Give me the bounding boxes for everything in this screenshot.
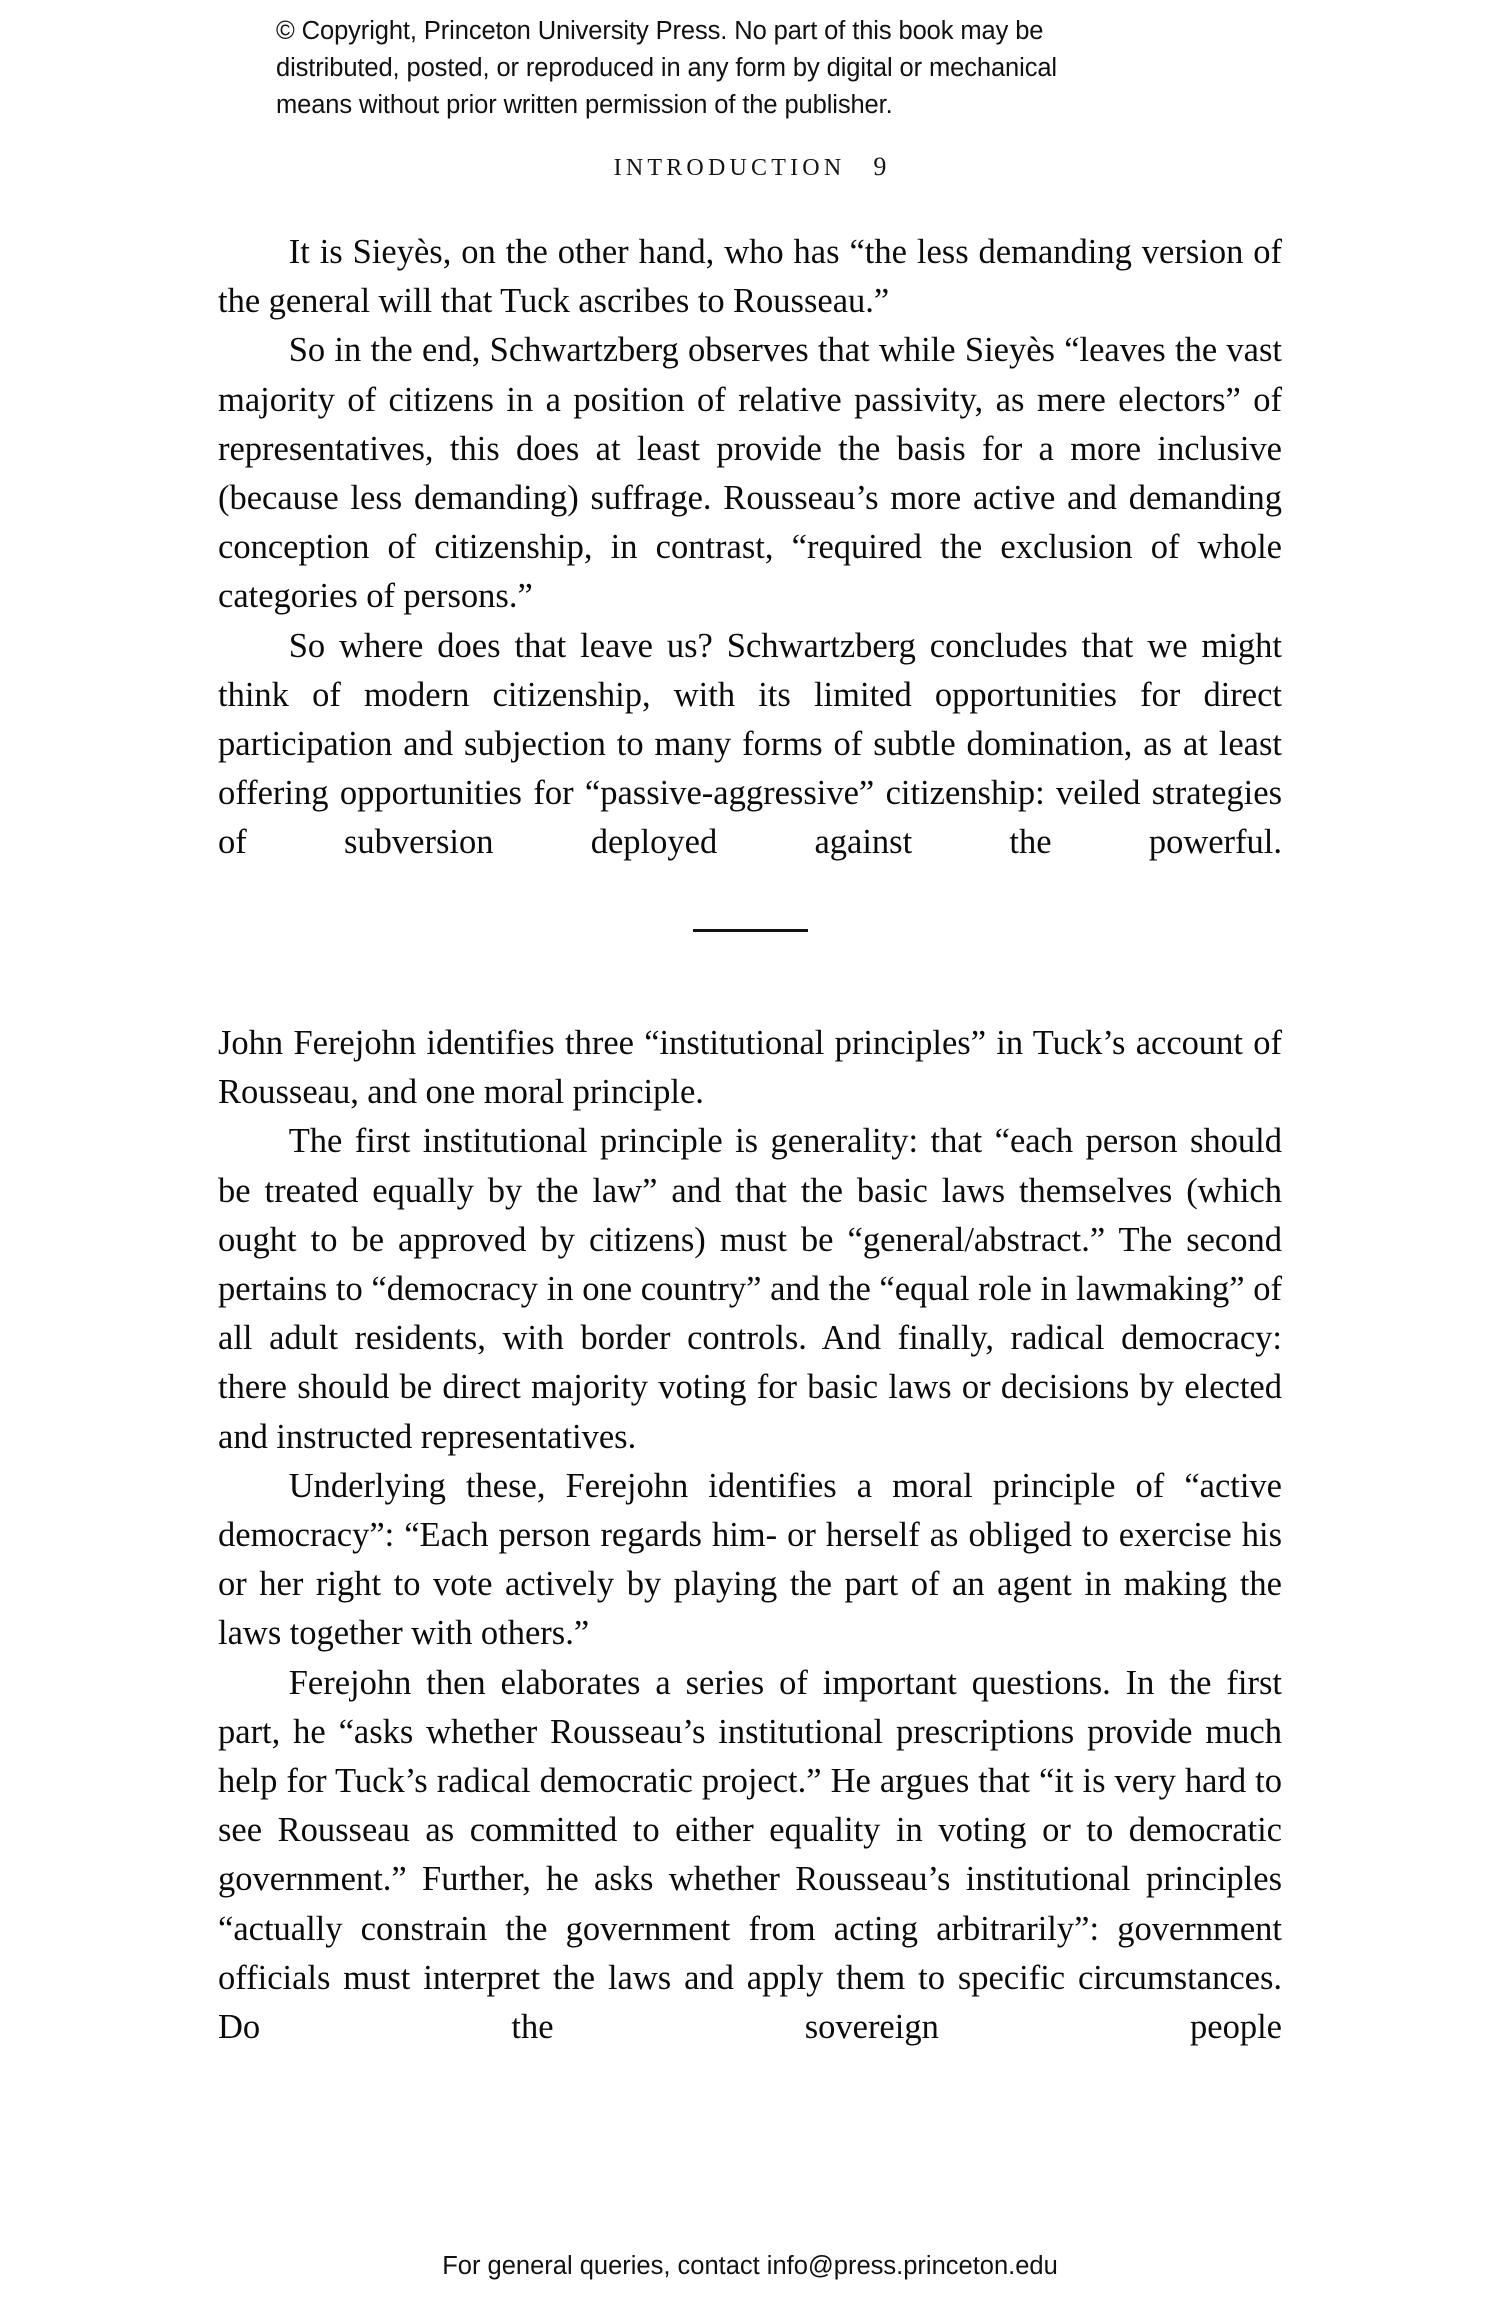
body-text-block-upper: [218, 228, 1282, 868]
paragraph: Underlying these, Ferejohn identifies a moral principle of “active democracy”: “Each person regards him- or herself as obliged to exercise his or her right to vote actively by playing the part of an agent in making the laws together with others.”: [218, 1466, 1282, 1653]
paragraph: John Ferejohn identifies three “institutional principles” in Tuck’s account of Rousseau, and one moral principle.: [218, 1024, 1282, 1112]
paragraph: Ferejohn then elaborates a series of important questions. In the first part, he “asks whether Rousseau’s institutional prescriptions provide much help for Tuck’s radical democratic project.” He argues that “it is very hard to see Rousseau as committed to either equality in voting or to democratic government.” Further, he asks whether Rousseau’s institutional principles “actually constrain the government from acting arbitrarily”: government officials must interpret the laws and apply them to specific circumstances. Do the sovereign people: [218, 1663, 1282, 2047]
running-head-title: INTRODUCTION: [613, 155, 846, 181]
section-divider: [0, 921, 1500, 939]
page-number: 9: [873, 152, 887, 181]
paragraph: It is Sieyès, on the other hand, who has “the less demanding version of the general will that Tuck ascribes to Rousseau.”: [218, 233, 1282, 321]
paragraph: The first institutional principle is generality: that “each person should be treated equally by the law” and that the basic laws themselves (which ought to be approved by citizens) must be “general/abstract.” The second pertains to “democracy in one country” and the “equal role in lawmaking” of all adult residents, with border controls. And finally, radical democracy: there should be direct majority voting for basic laws or decisions by elected and instructed representatives.: [218, 1122, 1282, 1456]
section-divider-rule: [693, 929, 808, 932]
copyright-notice: [276, 13, 1226, 124]
paragraph: So where does that leave us? Schwartzberg concludes that we might think of modern citizenship, with its limited opportunities for direct participation and subjection to many forms of subtle domination, as at least offering opportunities for “passive-aggressive” citizenship: veiled strategies of subversion deployed against the powerful.: [218, 626, 1282, 862]
copyright-line-1: © Copyright, Princeton University Press. No part of this book may be: [276, 17, 1044, 45]
running-head: [0, 152, 1500, 182]
body-text-block-lower: [218, 1019, 1282, 2052]
paragraph: So in the end, Schwartzberg observes that while Sieyès “leaves the vast majority of citizens in a position of relative passivity, as mere electors” of representatives, this does at least provide the basis for a more inclusive (because less demanding) suffrage. Rousseau’s more active and demanding conception of citizenship, in contrast, “required the exclusion of whole categories of persons.”: [218, 331, 1282, 616]
copyright-line-2: distributed, posted, or reproduced in any form by digital or mechanical: [276, 54, 1057, 82]
copyright-line-3: means without prior written permission of the publisher.: [276, 91, 893, 119]
footer-queries-notice: For general queries, contact info@press.princeton.edu: [442, 2252, 1058, 2280]
